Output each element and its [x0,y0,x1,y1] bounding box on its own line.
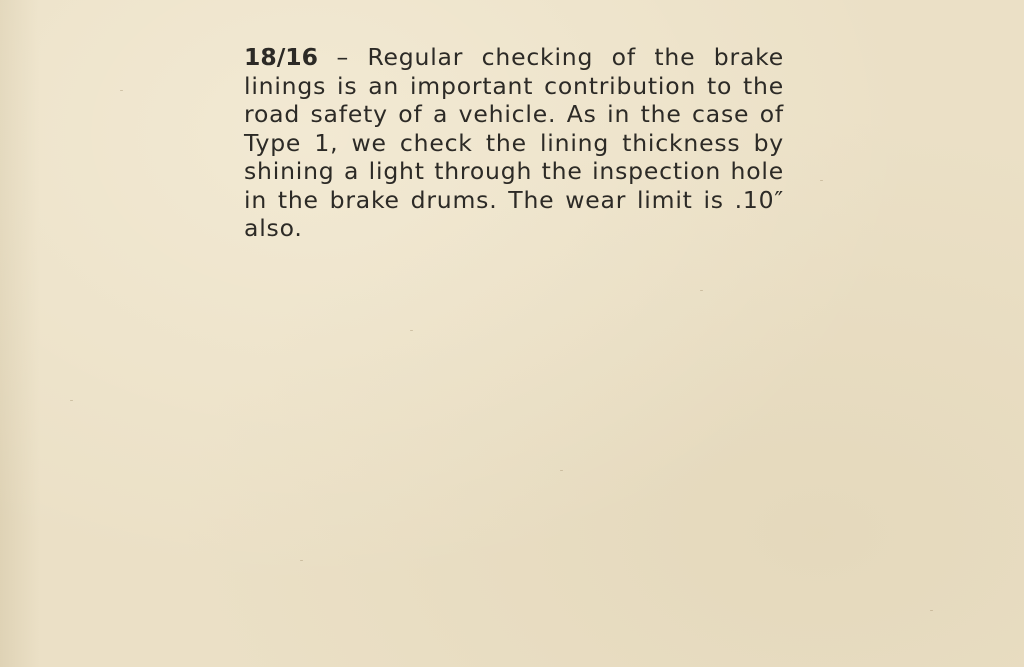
paper-fleck [700,290,703,291]
paper-fleck [560,470,563,471]
caption-paragraph [244,43,784,243]
paper-fleck [70,400,73,401]
paper-fleck [410,330,413,331]
paper-fleck [820,180,823,181]
paper-fleck [930,610,933,611]
caption-reference-number: 18/16 [244,43,318,71]
caption-dash: – [318,43,368,71]
paper-fleck [120,90,123,91]
caption-body-text: Regular checking of the brake linings is an important contribution to the road safety of a vehicle. As in the case of Type 1, we check the lining thickness by shining a light through the inspection hole in the brake drums. The wear limit is .10″ also. [244,43,784,242]
paper-fleck [300,560,303,561]
